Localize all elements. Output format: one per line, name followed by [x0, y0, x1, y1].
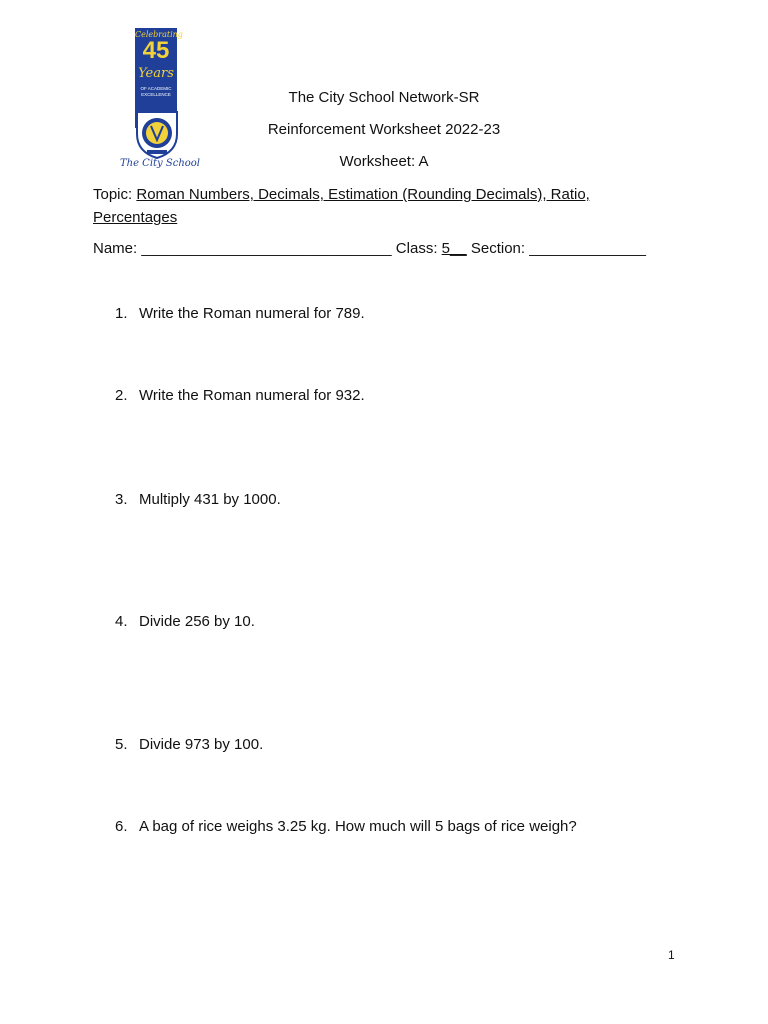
topic-line-2: [93, 209, 177, 226]
question-number: 1.: [115, 305, 128, 322]
page-number: 1: [668, 948, 675, 962]
logo-years-word: Years: [138, 66, 174, 81]
header-worksheet-id: [0, 153, 768, 170]
logo-celebrating-text: Celebrating: [135, 30, 183, 39]
name-label: Name:: [93, 240, 142, 257]
name-blank[interactable]: ______________________________: [141, 240, 392, 257]
header-line-1: The City School Network-SR: [288, 89, 480, 106]
question-number: 3.: [115, 491, 128, 508]
topic-text-1: Roman Numbers, Decimals, Estimation (Rounding Decimals), Ratio,: [136, 186, 590, 203]
question-text: A bag of rice weighs 3.25 kg. How much will 5 bags of rice weigh?: [139, 818, 577, 835]
question-number: 2.: [115, 387, 128, 404]
logo-years-number: 45: [142, 37, 170, 64]
header-line-3: Worksheet: A: [339, 153, 429, 170]
question-5: [115, 736, 263, 753]
section-label: Section:: [466, 240, 530, 257]
student-fields: [93, 240, 646, 257]
topic-label: Topic:: [93, 186, 137, 203]
question-text: Divide 256 by 10.: [139, 613, 255, 630]
header-network: [0, 89, 768, 106]
question-number: 4.: [115, 613, 128, 630]
question-text: Multiply 431 by 1000.: [139, 491, 281, 508]
header-line-2: Reinforcement Worksheet 2022-23: [267, 121, 501, 138]
topic-text-2: Percentages: [93, 209, 178, 226]
class-value[interactable]: 5__: [441, 240, 467, 257]
section-blank[interactable]: ______________: [529, 240, 647, 257]
question-number: 5.: [115, 736, 128, 753]
question-text: Write the Roman numeral for 932.: [139, 387, 365, 404]
question-3: [115, 491, 281, 508]
topic-line: [93, 186, 590, 203]
question-6: [115, 818, 577, 835]
header-worksheet-year: [0, 121, 768, 138]
logo-school-name: The City School: [119, 158, 201, 169]
question-1: [115, 305, 365, 322]
class-label: Class:: [391, 240, 442, 257]
question-text: Divide 973 by 100.: [139, 736, 264, 753]
question-number: 6.: [115, 818, 128, 835]
logo-academic-text: OF ACADEMIC EXCELLENCE: [140, 86, 172, 97]
question-2: [115, 387, 365, 404]
question-text: Write the Roman numeral for 789.: [139, 305, 365, 322]
question-4: [115, 613, 255, 630]
